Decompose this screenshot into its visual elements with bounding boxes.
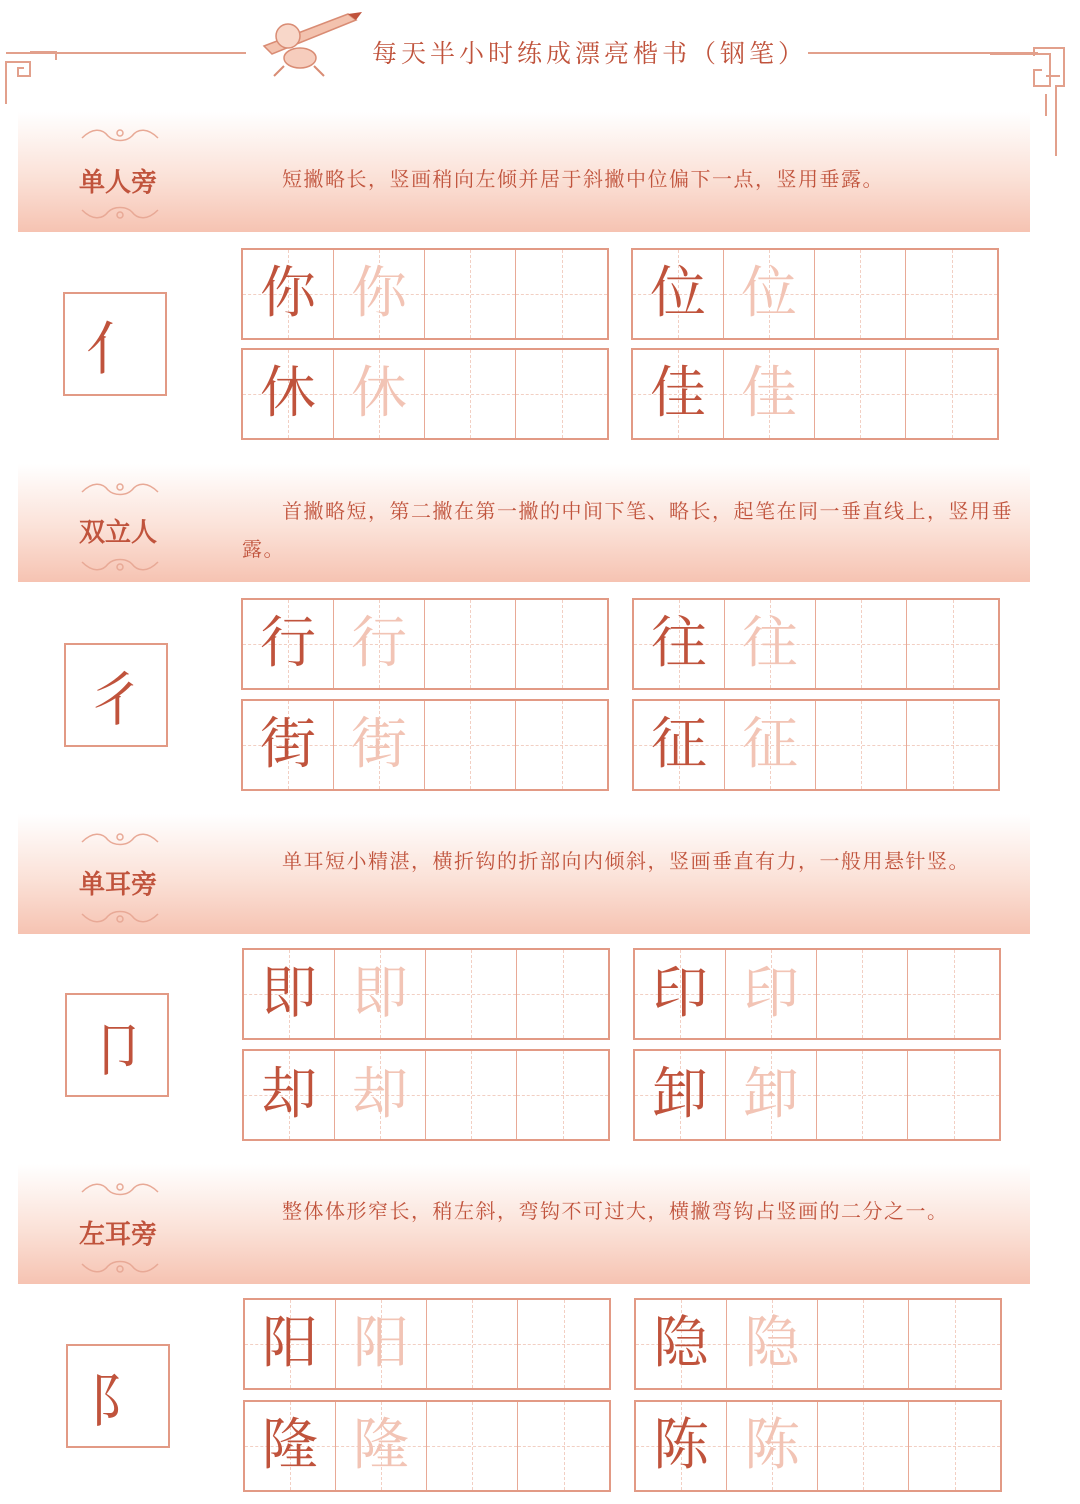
radical-box — [63, 292, 167, 396]
blank-cell[interactable] — [425, 350, 516, 438]
trace-cell[interactable]: 街 — [334, 701, 425, 789]
model-cell: 你 — [243, 250, 334, 338]
blank-cell[interactable] — [517, 1051, 608, 1139]
section-banner — [18, 1164, 1030, 1284]
section-description: 整体体形窄长，稍左斜，弯钩不可过大，横撇弯钩占竖画的二分之一。 — [282, 1199, 949, 1223]
practice-row — [631, 248, 999, 340]
trace-cell[interactable]: 佳 — [724, 350, 815, 438]
model-cell: 阳 — [245, 1300, 336, 1388]
trace-cell[interactable]: 阳 — [336, 1300, 427, 1388]
trace-cell[interactable]: 印 — [726, 950, 817, 1038]
blank-cell[interactable] — [426, 950, 517, 1038]
practice-row — [632, 699, 1000, 791]
blank-cell[interactable] — [908, 1051, 999, 1139]
section-description: 首撇略短，第二撇在第一撇的中间下笔、略长，起笔在同一垂直线上，竖用垂露。 — [242, 499, 1013, 561]
blank-cell[interactable] — [427, 1402, 518, 1490]
scroll-ornament-icon — [78, 126, 162, 144]
trace-cell[interactable]: 即 — [335, 950, 426, 1038]
blank-cell[interactable] — [817, 950, 908, 1038]
model-cell: 即 — [244, 950, 335, 1038]
blank-cell[interactable] — [516, 250, 607, 338]
blank-cell[interactable] — [907, 701, 998, 789]
blank-cell[interactable] — [906, 350, 997, 438]
blank-cell[interactable] — [427, 1300, 518, 1388]
blank-cell[interactable] — [815, 250, 906, 338]
practice-row — [242, 1049, 610, 1141]
scroll-ornament-icon — [78, 480, 162, 498]
header-title: 每天半小时练成漂亮楷书（钢笔） — [372, 39, 808, 68]
blank-cell[interactable] — [818, 1300, 909, 1388]
radical-glyph: 阝 — [88, 1367, 147, 1435]
radical-box — [65, 993, 169, 1097]
blank-cell[interactable] — [516, 600, 607, 688]
section-banner — [18, 464, 1030, 582]
blank-cell[interactable] — [815, 350, 906, 438]
trace-cell[interactable]: 你 — [334, 250, 425, 338]
model-cell: 隐 — [636, 1300, 727, 1388]
blank-cell[interactable] — [425, 250, 516, 338]
section-description: 单耳短小精湛，横折钩的折部向内倾斜，竖画垂直有力，一般用悬针竖。 — [282, 849, 970, 873]
section-title: 双立人 — [78, 518, 157, 548]
trace-cell[interactable]: 征 — [725, 701, 816, 789]
blank-cell[interactable] — [817, 1051, 908, 1139]
practice-row — [631, 348, 999, 440]
blank-cell[interactable] — [425, 600, 516, 688]
blank-cell[interactable] — [516, 701, 607, 789]
blank-cell[interactable] — [908, 950, 999, 1038]
trace-cell[interactable]: 隆 — [336, 1402, 427, 1490]
model-cell: 位 — [633, 250, 724, 338]
section-description: 短撇略长，竖画稍向左倾并居于斜撇中位偏下一点，竖用垂露。 — [282, 167, 884, 191]
radical-glyph: 亻 — [85, 315, 144, 383]
section-banner — [18, 112, 1030, 232]
model-cell: 印 — [635, 950, 726, 1038]
trace-cell[interactable]: 却 — [335, 1051, 426, 1139]
pencil-mascot-icon — [244, 6, 364, 78]
trace-cell[interactable]: 休 — [334, 350, 425, 438]
radical-glyph: 彳 — [86, 666, 145, 734]
practice-row — [243, 1400, 611, 1492]
blank-cell[interactable] — [426, 1051, 517, 1139]
scroll-ornament-icon — [78, 830, 162, 848]
blank-cell[interactable] — [518, 1300, 609, 1388]
model-cell: 征 — [634, 701, 725, 789]
radical-glyph: 卩 — [87, 1016, 146, 1084]
model-cell: 却 — [244, 1051, 335, 1139]
section-banner — [18, 814, 1030, 934]
model-cell: 往 — [634, 600, 725, 688]
practice-row — [634, 1298, 1002, 1390]
model-cell: 隆 — [245, 1402, 336, 1490]
blank-cell[interactable] — [816, 701, 907, 789]
trace-cell[interactable]: 位 — [724, 250, 815, 338]
practice-row — [242, 948, 610, 1040]
blank-cell[interactable] — [906, 250, 997, 338]
trace-cell[interactable]: 陈 — [727, 1402, 818, 1490]
trace-cell[interactable]: 往 — [725, 600, 816, 688]
fretwork-corner-left-icon — [0, 46, 70, 106]
blank-cell[interactable] — [818, 1402, 909, 1490]
scroll-ornament-icon — [78, 1258, 162, 1276]
trace-cell[interactable]: 卸 — [726, 1051, 817, 1139]
trace-cell[interactable]: 隐 — [727, 1300, 818, 1388]
blank-cell[interactable] — [907, 600, 998, 688]
model-cell: 陈 — [636, 1402, 727, 1490]
practice-row — [634, 1400, 1002, 1492]
radical-box — [64, 643, 168, 747]
practice-row — [243, 1298, 611, 1390]
scroll-ornament-icon — [78, 204, 162, 222]
practice-row — [241, 598, 609, 690]
scroll-ornament-icon — [78, 1180, 162, 1198]
blank-cell[interactable] — [516, 350, 607, 438]
page-header — [0, 0, 1080, 110]
practice-row — [241, 699, 609, 791]
radical-box — [66, 1344, 170, 1448]
practice-row — [241, 348, 609, 440]
blank-cell[interactable] — [816, 600, 907, 688]
blank-cell[interactable] — [425, 701, 516, 789]
section-title: 单人旁 — [78, 168, 157, 198]
model-cell: 休 — [243, 350, 334, 438]
practice-row — [633, 948, 1001, 1040]
model-cell: 街 — [243, 701, 334, 789]
scroll-ornament-icon — [78, 908, 162, 926]
practice-row — [632, 598, 1000, 690]
section-title: 左耳旁 — [78, 1220, 157, 1250]
practice-row — [241, 248, 609, 340]
scroll-ornament-icon — [78, 556, 162, 574]
model-cell: 佳 — [633, 350, 724, 438]
blank-cell[interactable] — [517, 950, 608, 1038]
section-title: 单耳旁 — [78, 870, 157, 900]
blank-cell[interactable] — [518, 1402, 609, 1490]
model-cell: 行 — [243, 600, 334, 688]
model-cell: 卸 — [635, 1051, 726, 1139]
blank-cell[interactable] — [909, 1402, 1000, 1490]
practice-row — [633, 1049, 1001, 1141]
blank-cell[interactable] — [909, 1300, 1000, 1388]
trace-cell[interactable]: 行 — [334, 600, 425, 688]
header-rule-left — [6, 52, 246, 54]
